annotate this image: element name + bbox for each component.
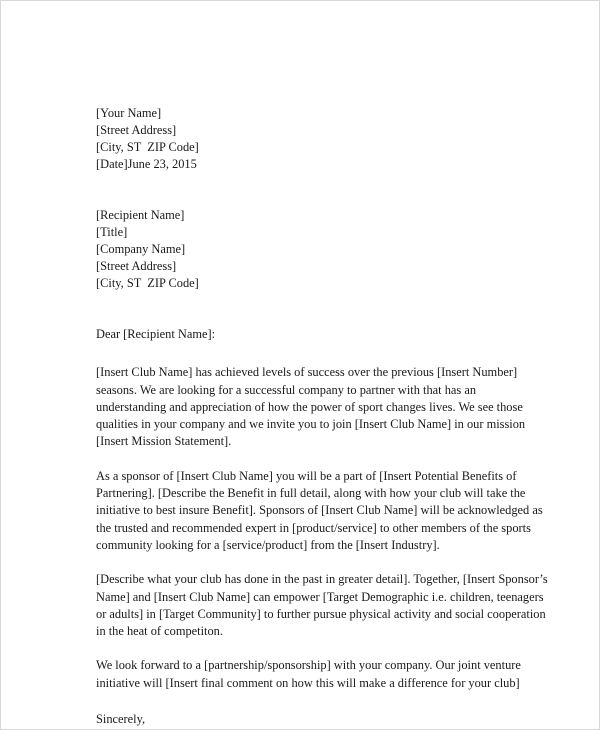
sender-address-line: [Street Address] (96, 123, 177, 137)
recipient-address-block (96, 207, 548, 292)
salutation: Dear [Recipient Name]: (96, 327, 216, 341)
recipient-address-line: [Recipient Name] (96, 208, 185, 222)
body-paragraph: [Insert Club Name] has achieved levels of success over the previous [Insert Number] seasons. We are looking for a successful company to partner with that has an understanding and appreciation of how the power of sport changes lives. We see those qualities in your company and we invite you to join [Insert Club Name] in our mission [Insert Mission Statement]. (96, 365, 526, 449)
sender-address-line: [Your Name] (96, 106, 162, 120)
closing-salutation: Sincerely, (96, 712, 146, 727)
recipient-address-line: [Title] (96, 225, 128, 239)
body-paragraph: As a sponsor of [Insert Club Name] you will be a part of [Insert Potential Benefits of Partnering]. [Describe the Benefit in full detail, along with how your club will take the initiative to best insure Benefit]. Sponsors of [Insert Club Name] will be acknowledged as the trusted and recommended expert in [product/service] to other members of the sports community looking for a [service/product] from the [Insert Industry]. (96, 468, 543, 552)
sender-date-line: [Date]June 23, 2015 (96, 157, 197, 171)
spacer (96, 554, 548, 571)
sender-address-line: [City, ST ZIP Code] (96, 140, 199, 154)
spacer (96, 292, 548, 326)
recipient-address-line: [City, ST ZIP Code] (96, 276, 199, 290)
body-paragraph: [Describe what your club has done in the past in greater detail]. Together, [Insert Sponsor’s Name] and [Insert Club Name] can empower [Target Demographic i.e. children, teenagers or adults] in [Target Community] to further pursue physical activity and social cooperation in the heat of competiton. (96, 572, 548, 639)
spacer (96, 343, 548, 364)
body-paragraph: We look forward to a [partnership/sponsorship] with your company. Our joint venture initiative will [Insert final comment on how this will make a difference for your club] (96, 658, 521, 690)
recipient-address-line: [Street Address] (96, 259, 177, 273)
spacer (96, 451, 548, 468)
recipient-address-line: [Company Name] (96, 242, 186, 256)
letter-body (96, 105, 548, 728)
spacer (96, 173, 548, 207)
spacer (96, 640, 548, 657)
spacer (96, 692, 548, 711)
sender-address-block (96, 105, 548, 173)
